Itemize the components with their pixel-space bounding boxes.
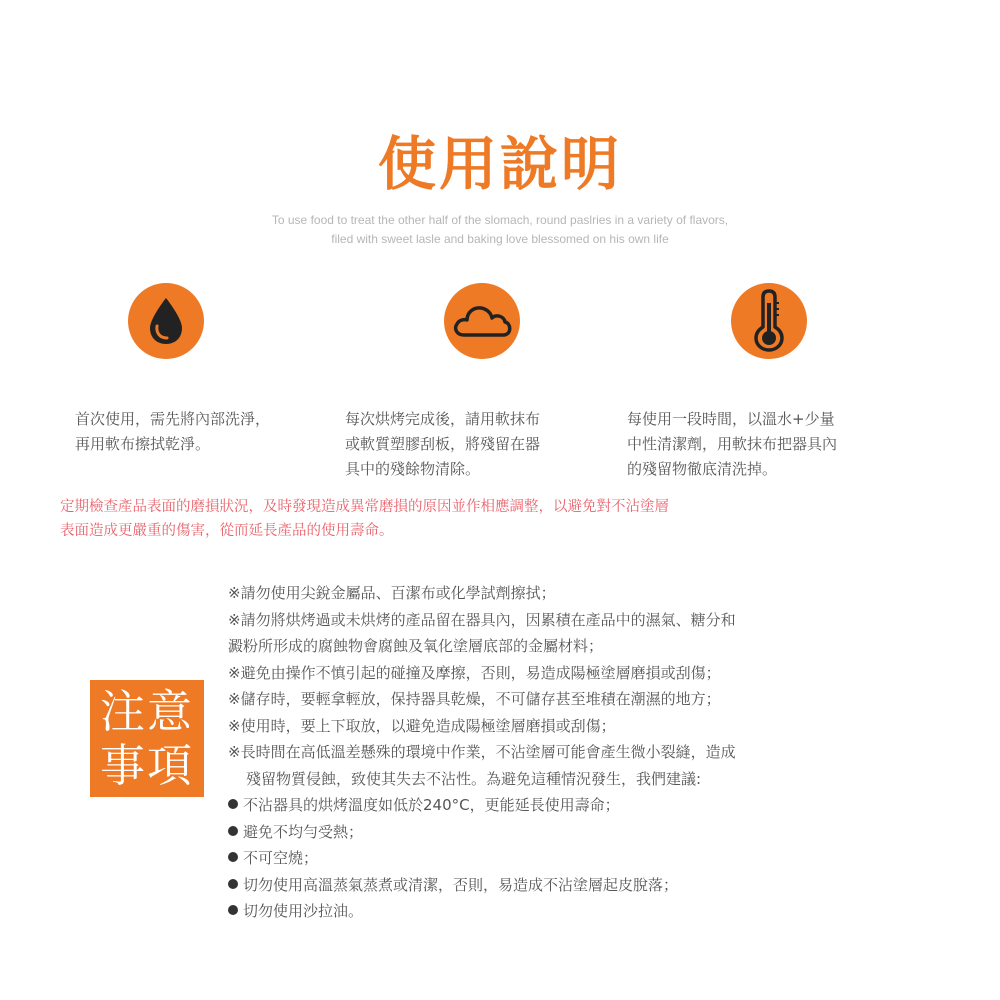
recommendation-item: 避免不均勻受熱； (228, 819, 918, 846)
step-text-line: 中性清潔劑，用軟抹布把器具內 (627, 435, 838, 453)
cloud-icon (444, 283, 520, 359)
step-text-line: 每次烘烤完成後，請用軟抹布 (345, 410, 541, 428)
caution-badge (90, 680, 204, 797)
caution-item: ※儲存時，要輕拿輕放，保持器具乾燥，不可儲存甚至堆積在潮濕的地方； (228, 690, 721, 708)
step-text-line: 每使用一段時間，以溫水+少量 (627, 410, 835, 428)
recommendation-item: 不沾器具的烘烤溫度如低於240°C，更能延長使用壽命； (228, 792, 918, 819)
step-text-line: 首次使用，需先將內部洗淨， (75, 410, 271, 428)
caution-item: ※請勿使用尖銳金屬品、百潔布或化學試劑擦拭； (228, 584, 556, 602)
step-text-line: 具中的殘餘物清除。 (345, 460, 481, 478)
subtitle-line: To use food to treat the other half of the slomach, round paslries in a variety of flavors, (271, 213, 729, 227)
page-title: 使用說明 (377, 130, 622, 198)
inspection-notice (60, 495, 940, 543)
recommendation-item: 切勿使用高溫蒸氣蒸煮或清潔，否則，易造成不沾塗層起皮脫落； (228, 872, 918, 899)
notice-line: 表面造成更嚴重的傷害，從而延長產品的使用壽命。 (60, 523, 394, 539)
caution-badge-line: 注意 (99, 684, 194, 738)
caution-item: ※長時間在高低溫差懸殊的環境中作業，不沾塗層可能會產生微小裂縫，造成 (228, 743, 736, 761)
notice-line: 定期檢查產品表面的磨損狀況，及時發現造成異常磨損的原因並作相應調整，以避免對不沾塗層 (60, 499, 669, 515)
step-text-line: 再用軟布擦拭乾淨。 (75, 435, 211, 453)
subtitle-line: filed with sweet lasle and baking love blessomed on his own life (331, 232, 669, 246)
water-drop-icon (128, 283, 204, 359)
caution-item: 澱粉所形成的腐蝕物會腐蝕及氧化塗層底部的金屬材料； (228, 637, 604, 655)
caution-item: ※請勿將烘烤過或未烘烤的產品留在器具內，因累積在產品中的濕氣、糖分和 (228, 610, 736, 629)
thermometer-icon (731, 283, 807, 359)
subtitle (0, 211, 1000, 249)
caution-item: ※使用時，要上下取放，以避免造成陽極塗層磨損或刮傷； (228, 716, 616, 735)
step-periodic-clean (627, 407, 927, 482)
step-text-line: 的殘留物徹底清洗掉。 (627, 460, 778, 478)
caution-list (228, 580, 918, 925)
step-after-baking (345, 407, 617, 482)
step-text-line: 或軟質塑膠刮板，將殘留在器 (345, 435, 541, 453)
step-first-use (75, 407, 347, 457)
recommendation-item: 切勿使用沙拉油。 (228, 898, 918, 925)
caution-badge-line: 事項 (99, 738, 194, 792)
recommendation-item: 不可空燒； (228, 845, 918, 872)
caution-item: 殘留物質侵蝕，致使其失去不沾性。為避免這種情況發生，我們建議: (246, 769, 702, 788)
caution-item: ※避免由操作不慎引起的碰撞及摩擦，否則，易造成陽極塗層磨損或刮傷； (228, 663, 721, 682)
